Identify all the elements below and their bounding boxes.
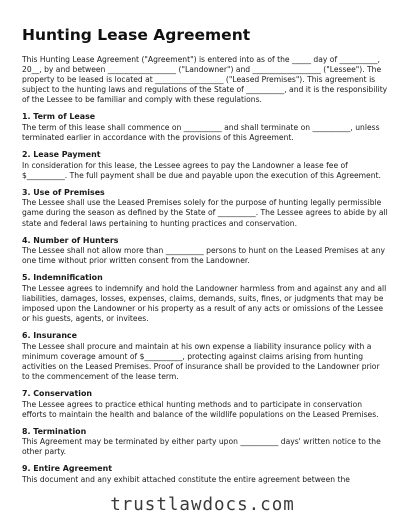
intro-paragraph: This Hunting Lease Agreement ("Agreement") is entered into as of the _____ day of __________, 20__, by and between __________________ ("Landowner") and __________________ ("Lessee"). The property to be leased is located at __________________ ("Leased Premises"). This agreement is subject to the hunting laws and regulations of the State of __________, and it is the responsibility of the Lessee to be familiar and comply with these regulations. [22,55,388,105]
section-heading: 8. Termination [22,426,87,436]
section-body: The Lessee shall use the Leased Premises solely for the purpose of hunting legally permissible game during the season as defined by the State of __________. The Lessee agrees to abide by all state and federal laws pertaining to hunting practices and conservation. [22,198,388,228]
section-hunters [22,236,388,267]
section-heading: 5. Indemnification [22,273,103,283]
section-body: The Lessee agrees to indemnify and hold the Landowner harmless from and against any and all liabilities, damages, losses, expenses, claims, demands, suits, fines, or judgments that may be imposed upon the Landowner or his property as a result of any acts or omissions of the Lessee or his guests, agents, or invitees. [22,283,387,324]
section-heading: 7. Conservation [22,389,92,399]
lease-document [22,26,388,485]
section-termination [22,427,388,458]
section-payment [22,150,388,181]
section-conservation [22,389,388,420]
section-insurance [22,331,388,382]
section-body: This Agreement may be terminated by either party upon __________ days' written notice to the other party. [22,437,381,457]
section-body: The term of this lease shall commence on __________ and shall terminate on __________, unless terminated earlier in accordance with the provisions of this Agreement. [22,122,380,143]
section-heading: 4. Number of Hunters [22,235,119,245]
section-heading: 2. Lease Payment [22,150,101,160]
section-indemnification [22,273,388,324]
section-heading: 3. Use of Premises [22,187,105,197]
watermark: trustlawdocs.com [0,495,405,515]
section-body: The Lessee agrees to practice ethical hunting methods and to participate in conservation efforts to maintain the health and balance of the wildlife populations on the Leased Premises. [22,399,379,419]
section-body: In consideration for this lease, the Lessee agrees to pay the Landowner a lease fee of $__________. The full payment shall be due and payable upon the execution of this Agreement. [22,160,381,180]
section-body: The Lessee shall not allow more than __________ persons to hunt on the Leased Premises at any one time without prior written consent from the Landowner. [22,246,386,266]
section-entire-agreement [22,464,388,485]
section-term [22,112,388,143]
section-heading: 1. Term of Lease [22,112,96,122]
section-body: The Lessee shall procure and maintain at his own expense a liability insurance policy with a minimum coverage amount of $__________, protecting against claims arising from hunting activities on the Leased Premises. Proof of insurance shall be provided to the Landowner prior to the commencement of the lease term. [22,341,380,381]
section-heading: 9. Entire Agreement [22,464,113,474]
document-title: Hunting Lease Agreement [22,26,251,44]
section-use [22,188,388,229]
section-heading: 6. Insurance [22,331,77,341]
section-body: This document and any exhibit attached constitute the entire agreement between the [22,474,350,484]
